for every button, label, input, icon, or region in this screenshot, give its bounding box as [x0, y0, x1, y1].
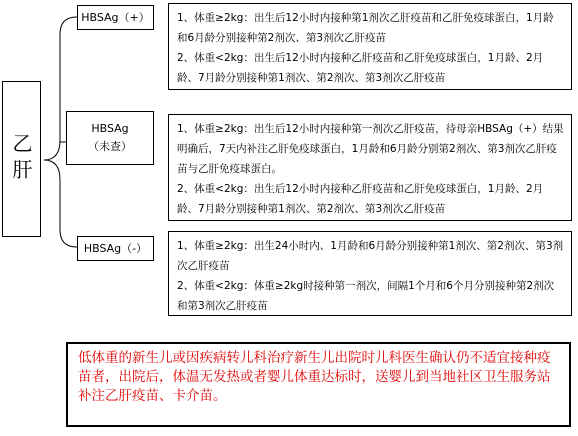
- category-positive: [77, 5, 154, 30]
- category-unknown: [66, 111, 154, 165]
- main-node: [2, 81, 41, 237]
- note-box: [66, 342, 571, 427]
- detail-unknown-line-2: 2、体重<2kg：出生后12小时内接种乙肝疫苗和乙肝免疫球蛋白，1月龄、2月龄、7月龄分别接种第1剂次、第2剂次、第3剂次乙肝疫苗: [177, 183, 544, 215]
- detail-unknown-line-1: 1、体重≥2kg：出生后12小时内接种第一剂次乙肝疫苗，待母亲HBSAg（+）结果明确后，7天内补注乙肝免疫球蛋白，1月龄和6月龄分别第2剂次、第3剂次乙肝疫苗与乙肝免疫球蛋白。: [177, 123, 564, 175]
- detail-positive-line-1: 1、体重≥2kg：出生后12小时内接种第1剂次乙肝疫苗和乙肝免疫球蛋白，1月龄和6月龄分别接种第2剂次、第3剂次乙肝疫苗: [177, 12, 554, 44]
- detail-negative: [168, 231, 572, 316]
- detail-negative-line-2: 2、体重<2kg：体重≥2kg时接种第一剂次，间隔1个月和6个月分别接种第2剂次和第3剂次乙肝疫苗: [177, 280, 555, 312]
- category-positive-label: HBSAg（+）: [81, 10, 150, 24]
- detail-positive-line-2: 2、体重<2kg：出生后12小时内接种乙肝疫苗和乙肝免疫球蛋白，1月龄、2月龄、7月龄分别接种第1剂次、第2剂次、第3剂次乙肝疫苗: [177, 52, 544, 84]
- main-title: 乙肝: [9, 133, 33, 185]
- detail-positive: [168, 3, 572, 90]
- category-negative: [77, 236, 154, 261]
- category-negative-label: HBSAg（-）: [83, 241, 148, 255]
- note-text: 低体重的新生儿或因疾病转儿科治疗新生儿出院时儿科医生确认仍不适宜接种疫苗者，出院后，体温无发热或者婴儿体重达标时，送婴儿到当地社区卫生服务站补注乙肝疫苗、卡介苗。: [78, 350, 551, 404]
- category-unknown-label-2: （未查）: [88, 140, 132, 153]
- detail-unknown: [168, 114, 572, 221]
- category-unknown-label-1: HBSAg: [91, 122, 129, 135]
- detail-negative-line-1: 1、体重≥2kg：出生24小时内、1月龄和6月龄分别接种第1剂次、第2剂次、第3剂次乙肝疫苗: [177, 240, 564, 272]
